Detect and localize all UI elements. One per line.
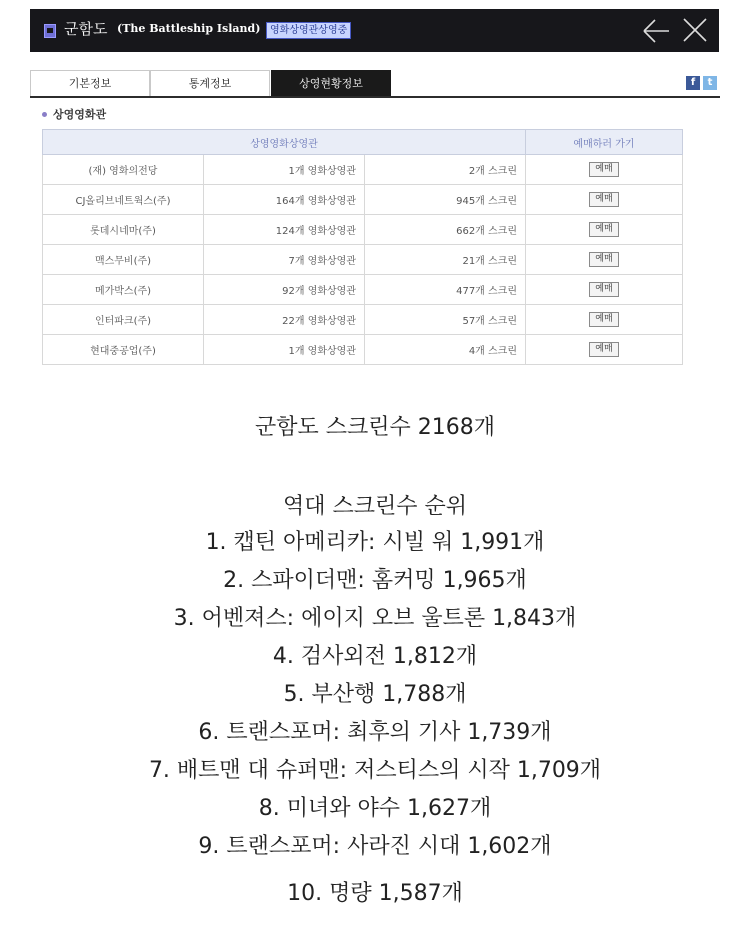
theater-count: 22개 영화상영관 — [204, 305, 365, 335]
ranking-item: 4. 검사외전 1,812개 — [272, 644, 478, 669]
distributor-name: 롯데시네마(주) — [43, 215, 204, 245]
book-button[interactable]: 예매 — [589, 162, 618, 177]
table-row — [43, 305, 683, 335]
ranking-item: 5. 부산행 1,788개 — [283, 682, 467, 707]
book-button[interactable]: 예매 — [589, 252, 618, 267]
ranking-item: 8. 미녀와 야수 1,627개 — [258, 796, 492, 821]
table-row — [43, 245, 683, 275]
movie-title: 군함도 — [64, 20, 108, 38]
tab-screening-status[interactable]: 상영현황정보 — [271, 70, 391, 96]
table-row — [43, 185, 683, 215]
total-screens-text: 군함도 스크린수 2168개 — [255, 415, 495, 440]
tab-bar — [30, 70, 720, 98]
section-title: 상영영화관 — [53, 108, 107, 121]
tab-basic-info[interactable]: 기본정보 — [30, 70, 150, 96]
film-icon — [44, 24, 56, 38]
book-button[interactable]: 예매 — [589, 192, 618, 207]
theater-count: 124개 영화상영관 — [204, 215, 365, 245]
ranking-title: 역대 스크린수 순위 — [282, 494, 467, 519]
column-header-theaters: 상영영화상영관 — [43, 130, 526, 155]
screen-count: 21개 스크린 — [365, 245, 526, 275]
book-button[interactable]: 예매 — [589, 342, 618, 357]
tab-statistics[interactable]: 통계정보 — [150, 70, 270, 96]
ranking-item: 10. 명량 1,587개 — [287, 881, 463, 906]
title-bar — [30, 9, 719, 52]
distributor-name: 현대중공업(주) — [43, 335, 204, 365]
screen-count: 477개 스크린 — [365, 275, 526, 305]
column-header-booking: 예매하러 가기 — [526, 130, 683, 155]
book-button[interactable]: 예매 — [589, 312, 618, 327]
table-row — [43, 275, 683, 305]
ranking-item: 9. 트랜스포머: 사라진 시대 1,602개 — [198, 834, 552, 859]
distributor-name: 맥스무비(주) — [43, 245, 204, 275]
theater-count: 7개 영화상영관 — [204, 245, 365, 275]
ranking-item: 7. 배트맨 대 슈퍼맨: 저스티스의 시작 1,709개 — [148, 758, 602, 783]
theater-table — [42, 129, 683, 365]
screen-count: 4개 스크린 — [365, 335, 526, 365]
table-row — [43, 155, 683, 185]
bullet-icon — [42, 112, 47, 117]
facebook-icon[interactable]: f — [686, 76, 700, 90]
table-row — [43, 215, 683, 245]
theater-count: 92개 영화상영관 — [204, 275, 365, 305]
movie-title-english: (The Battleship Island) — [117, 22, 261, 35]
screen-count: 662개 스크린 — [365, 215, 526, 245]
ranking-item: 1. 캡틴 아메리카: 시빌 워 1,991개 — [205, 530, 545, 555]
screen-count: 2개 스크린 — [365, 155, 526, 185]
distributor-name: CJ올리브네트웍스(주) — [43, 185, 204, 215]
distributor-name: 메가박스(주) — [43, 275, 204, 305]
theater-count: 1개 영화상영관 — [204, 155, 365, 185]
distributor-name: (재) 영화의전당 — [43, 155, 204, 185]
theater-count: 164개 영화상영관 — [204, 185, 365, 215]
distributor-name: 인터파크(주) — [43, 305, 204, 335]
ranking-item: 2. 스파이더맨: 홈커밍 1,965개 — [223, 568, 527, 593]
status-badge: 영화상영관상영중 — [266, 22, 351, 39]
arrow-left-icon[interactable] — [642, 17, 670, 45]
screen-count: 945개 스크린 — [365, 185, 526, 215]
ranking-item: 6. 트랜스포머: 최후의 기사 1,739개 — [198, 720, 552, 745]
book-button[interactable]: 예매 — [589, 222, 618, 237]
book-button[interactable]: 예매 — [589, 282, 618, 297]
screen-count: 57개 스크린 — [365, 305, 526, 335]
twitter-icon[interactable]: t — [703, 76, 717, 90]
theater-count: 1개 영화상영관 — [204, 335, 365, 365]
table-row — [43, 335, 683, 365]
close-icon[interactable] — [682, 17, 708, 43]
ranking-item: 3. 어벤져스: 에이지 오브 울트론 1,843개 — [173, 606, 577, 631]
